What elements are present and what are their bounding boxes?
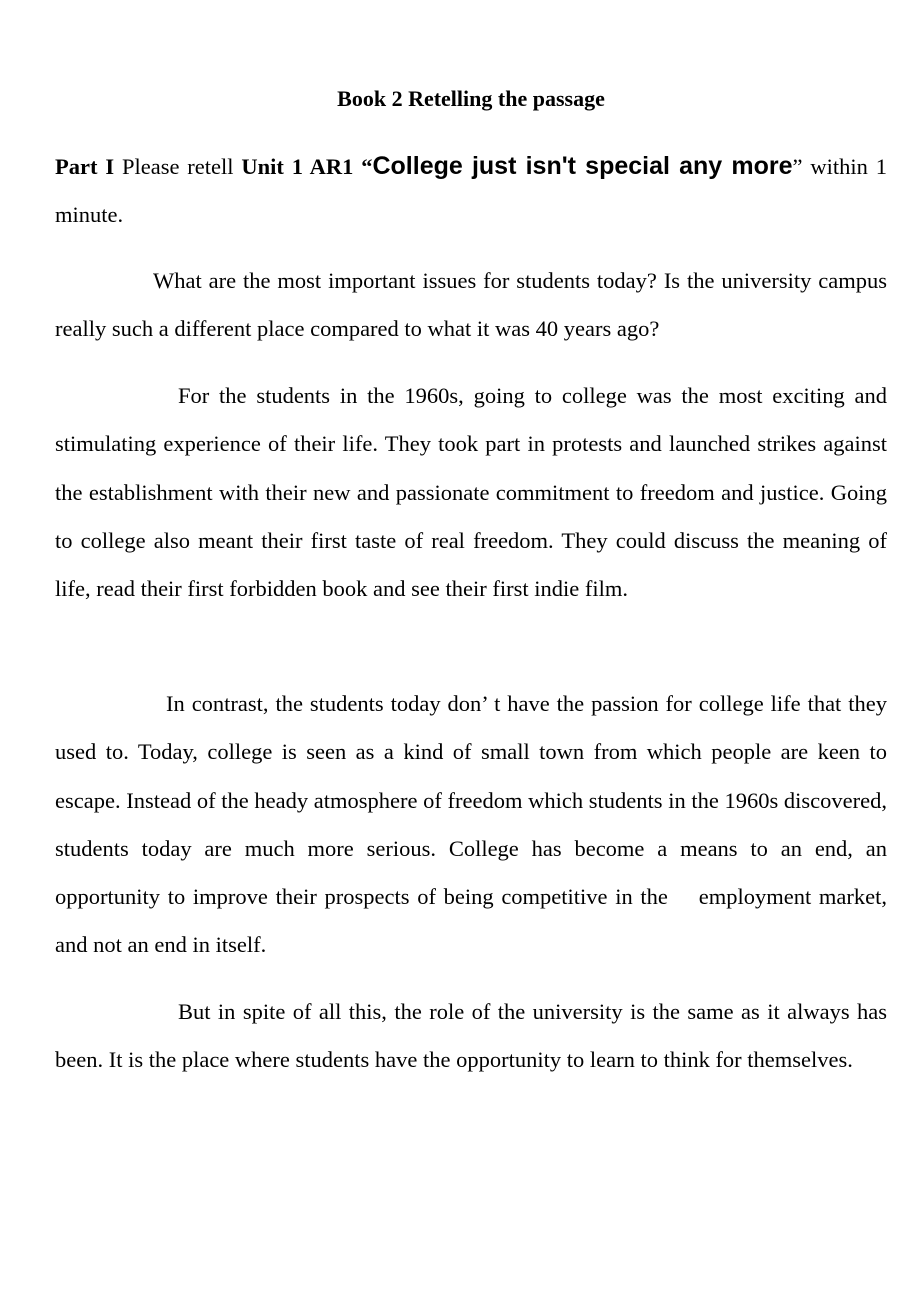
instruction-tail: within 1 minute. [55,154,887,227]
paragraph-2: For the students in the 1960s, going to college was the most exciting and stimulating experience of their life. They took part in protests and launched strikes against the establishment with their new and passionate commitment to freedom and justice. Going to college also meant their first taste of real freedom. They could discuss the meaning of life, read their first forbidden book and see their first indie film. [55,383,887,602]
unit-label: Unit 1 AR1 [241,154,362,179]
instruction-lead: Please retell [114,154,242,179]
part-label: Part I [55,154,115,179]
instruction-line [55,142,887,239]
open-quote: “ [361,154,373,179]
close-quote: ” [792,154,803,179]
document-title: Book 2 Retelling the passage [337,86,605,111]
paragraph-4: But in spite of all this, the role of the university is the same as it always has been. It is the place where students have the opportunity to learn to think for themselves. [55,999,887,1073]
paragraph-3: In contrast, the students today don’ t have the passion for college life that they used to. Today, college is seen as a kind of small town from which people are keen to escape. Instead of the heady atmosphere of freedom which students in the 1960s discovered, students today are much more serious. College has become a means to an end, an opportunity to improve their prospects of being competitive in the employment market, and not an end in itself. [55,691,893,958]
article-title: College just isn't special any more [372,152,793,180]
paragraph-1: What are the most important issues for students today? Is the university campus really such a different place compared to what it was 40 years ago? [55,268,887,342]
